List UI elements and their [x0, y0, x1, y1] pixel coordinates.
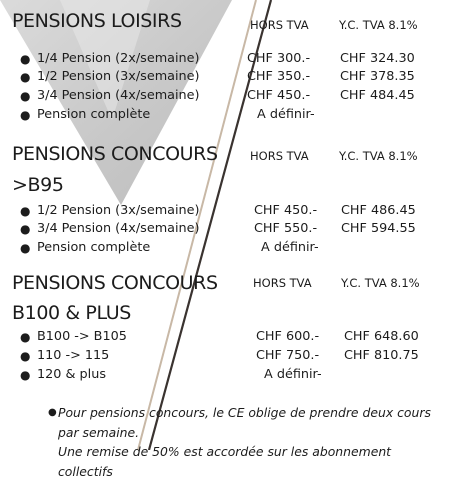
note-concours-cours: [48, 403, 433, 443]
bullet-icon: ●: [20, 204, 31, 218]
price-row: [0, 328, 450, 346]
bullet-icon: ●: [20, 222, 31, 236]
price-row: [0, 50, 450, 68]
row-label: 3/4 Pension (4x/semaine): [37, 88, 200, 103]
note-text: Une remise de 50% est accordée sur les abonnement collectifs: [58, 444, 392, 479]
row-label: 1/2 Pension (3x/semaine): [37, 69, 200, 84]
price-hors-tva: CHF 300.-: [247, 51, 311, 66]
price-ttc: CHF 324.30: [340, 51, 415, 66]
price-ttc: CHF 484.45: [340, 88, 415, 103]
price-row: [0, 347, 450, 365]
price-row: [0, 68, 450, 86]
price-ttc: CHF 810.75: [344, 348, 419, 363]
bullet-icon: ●: [20, 89, 31, 103]
price-hors-tva: CHF 450.-: [254, 203, 318, 218]
price-ttc: CHF 594.55: [341, 221, 416, 236]
column-header-ttc: Y.C. TVA 8.1%: [339, 18, 418, 32]
section-subtitle-b100-plus: B100 & PLUS: [12, 302, 131, 324]
row-label: B100 -> B105: [37, 329, 127, 344]
note-remise: [48, 442, 433, 482]
row-label: 120 & plus: [37, 367, 106, 382]
row-label: 3/4 Pension (4x/semaine): [37, 221, 200, 236]
bullet-icon: ●: [20, 70, 31, 84]
bullet-icon: ●: [20, 330, 31, 344]
column-header-ttc: Y.C. TVA 8.1%: [339, 149, 418, 163]
column-header-hors-tva: HORS TVA: [250, 18, 309, 32]
bullet-icon: ●: [48, 407, 57, 418]
bullet-icon: ●: [20, 241, 31, 255]
note-text: Pour pensions concours, le CE oblige de prendre deux cours par semaine.: [58, 405, 431, 440]
bullet-icon: ●: [20, 52, 31, 66]
row-label: Pension complète: [37, 240, 151, 255]
price-hors-tva: A définir-: [257, 107, 315, 122]
column-header-hors-tva: HORS TVA: [250, 149, 309, 163]
price-hors-tva: CHF 750.-: [256, 348, 320, 363]
bullet-icon: ●: [20, 108, 31, 122]
bullet-icon: ●: [20, 368, 31, 382]
bullet-icon: ●: [20, 349, 31, 363]
row-label: Pension complète: [37, 107, 151, 122]
section-title-pensions-concours: PENSIONS CONCOURS: [12, 272, 218, 294]
section-title-pensions-loisirs: PENSIONS LOISIRS: [12, 10, 182, 32]
section-subtitle-b95: >B95: [12, 174, 64, 196]
price-row: [0, 87, 450, 105]
price-hors-tva: CHF 550.-: [254, 221, 318, 236]
row-label: 110 -> 115: [37, 348, 110, 363]
price-ttc: CHF 486.45: [341, 203, 416, 218]
price-row: [0, 239, 450, 257]
price-hors-tva: A définir-: [261, 240, 319, 255]
column-header-hors-tva: HORS TVA: [253, 276, 312, 290]
price-row: [0, 202, 450, 220]
price-hors-tva: CHF 450.-: [247, 88, 311, 103]
row-label: 1/4 Pension (2x/semaine): [37, 51, 200, 66]
row-label: 1/2 Pension (3x/semaine): [37, 203, 200, 218]
price-row: [0, 366, 450, 384]
price-row: [0, 106, 450, 124]
price-row: [0, 220, 450, 238]
price-ttc: CHF 378.35: [340, 69, 415, 84]
column-header-ttc: Y.C. TVA 8.1%: [341, 276, 420, 290]
price-hors-tva: CHF 350.-: [247, 69, 311, 84]
price-hors-tva: CHF 600.-: [256, 329, 320, 344]
price-hors-tva: A définir-: [264, 367, 322, 382]
section-title-pensions-concours: PENSIONS CONCOURS: [12, 143, 218, 165]
price-ttc: CHF 648.60: [344, 329, 419, 344]
